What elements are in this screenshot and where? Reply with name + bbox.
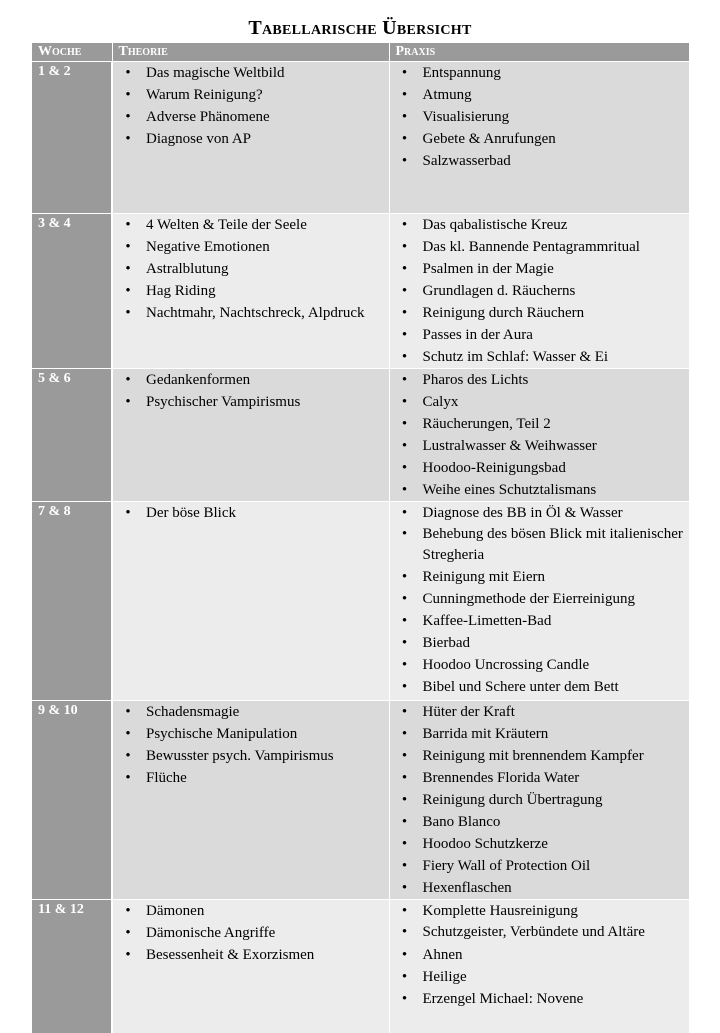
list-item xyxy=(113,258,389,280)
theory-item-text: Dämonen xyxy=(146,903,205,919)
praxis-item-text: Hoodoo Uncrossing Candle xyxy=(422,657,590,673)
bullet-icon: • xyxy=(401,305,408,321)
bullet-icon: • xyxy=(401,947,408,963)
column-header-praxis: Praxis xyxy=(389,43,689,62)
praxis-cell xyxy=(389,62,689,214)
theory-item-text: 4 Welten & Teile der Seele xyxy=(146,217,307,233)
theory-item-text: Hag Riding xyxy=(146,283,216,299)
table-row xyxy=(32,900,689,1033)
list-item xyxy=(390,62,690,84)
theory-list xyxy=(113,701,389,789)
praxis-item-text: Schutzgeister, Verbündete und Altäre xyxy=(422,924,645,940)
theory-item-text: Schadensmagie xyxy=(146,704,240,720)
theory-list xyxy=(113,62,389,150)
list-item xyxy=(390,106,690,128)
bullet-icon: • xyxy=(125,131,131,147)
list-item xyxy=(390,922,690,944)
bullet-icon: • xyxy=(401,327,408,343)
list-item xyxy=(113,944,389,966)
praxis-item-text: Entspannung xyxy=(422,65,501,81)
theory-item-text: Adverse Phänomene xyxy=(146,109,270,125)
bullet-icon: • xyxy=(401,153,408,169)
praxis-item-text: Hoodoo Schutzkerze xyxy=(422,836,548,852)
bullet-icon: • xyxy=(401,679,408,695)
list-item xyxy=(113,280,389,302)
praxis-item-text: Cunningmethode der Eierreinigung xyxy=(422,591,635,607)
theory-item-text: Psychische Manipulation xyxy=(146,726,298,742)
bullet-icon: • xyxy=(125,704,131,720)
list-item xyxy=(390,346,690,368)
list-item xyxy=(390,654,690,676)
bullet-icon: • xyxy=(401,814,408,830)
list-item xyxy=(390,369,690,391)
bullet-icon: • xyxy=(401,217,408,233)
praxis-item-text: Calyx xyxy=(422,394,459,410)
praxis-item-text: Weihe eines Schutztalismans xyxy=(422,482,597,498)
bullet-icon: • xyxy=(401,505,408,521)
column-header-theory: Theorie xyxy=(112,43,389,62)
theory-item-text: Psychischer Vampirismus xyxy=(146,394,301,410)
theory-item-text: Bewusster psych. Vampirismus xyxy=(146,748,334,764)
praxis-list xyxy=(390,502,690,698)
bullet-icon: • xyxy=(401,283,408,299)
bullet-icon: • xyxy=(125,726,131,742)
bullet-icon: • xyxy=(125,903,131,919)
bullet-icon: • xyxy=(401,903,408,919)
theory-list xyxy=(113,900,389,966)
bullet-icon: • xyxy=(401,482,408,498)
overview-table xyxy=(32,43,689,1033)
bullet-icon: • xyxy=(401,858,408,874)
bullet-icon: • xyxy=(401,239,408,255)
praxis-item-text: Heilige xyxy=(422,969,467,985)
list-item xyxy=(113,922,389,944)
table-row xyxy=(32,369,689,502)
list-item xyxy=(113,236,389,258)
bullet-icon: • xyxy=(401,704,408,720)
theory-item-text: Astralblutung xyxy=(146,261,229,277)
bullet-icon: • xyxy=(125,947,131,963)
theory-cell xyxy=(112,62,389,214)
bullet-icon: • xyxy=(125,217,131,233)
bullet-icon: • xyxy=(125,748,131,764)
list-item xyxy=(390,150,690,172)
theory-item-text: Der böse Blick xyxy=(146,505,236,521)
week-cell: 3 & 4 xyxy=(32,214,112,369)
praxis-item-text: Ahnen xyxy=(422,947,463,963)
bullet-icon: • xyxy=(401,349,408,365)
praxis-item-text: Lustralwasser & Weihwasser xyxy=(422,438,597,454)
praxis-item-text: Psalmen in der Magie xyxy=(422,261,554,277)
list-item xyxy=(113,369,389,391)
praxis-item-text: Erzengel Michael: Novene xyxy=(422,991,584,1007)
list-item xyxy=(390,588,690,610)
table-row xyxy=(32,214,689,369)
bullet-icon: • xyxy=(401,635,408,651)
list-item xyxy=(390,479,690,501)
praxis-list xyxy=(390,900,690,1010)
list-item xyxy=(390,84,690,106)
list-item xyxy=(113,767,389,789)
list-item xyxy=(113,84,389,106)
bullet-icon: • xyxy=(401,591,408,607)
bullet-icon: • xyxy=(125,109,131,125)
list-item xyxy=(390,966,690,988)
praxis-list xyxy=(390,214,690,368)
theory-item-text: Gedankenformen xyxy=(146,372,251,388)
bullet-icon: • xyxy=(401,969,408,985)
list-item xyxy=(390,214,690,236)
bullet-icon: • xyxy=(125,770,131,786)
bullet-icon: • xyxy=(401,569,408,585)
list-item xyxy=(390,457,690,479)
list-item xyxy=(390,258,690,280)
praxis-item-text: Reinigung durch Räuchern xyxy=(422,305,585,321)
praxis-item-text: Behebung des bösen Blick mit italienischer Stregheria xyxy=(422,526,683,563)
bullet-icon: • xyxy=(125,925,131,941)
list-item xyxy=(390,767,690,789)
bullet-icon: • xyxy=(401,460,408,476)
praxis-cell xyxy=(389,502,689,701)
praxis-list xyxy=(390,62,690,172)
list-item xyxy=(113,62,389,84)
praxis-item-text: Brennendes Florida Water xyxy=(422,770,580,786)
bullet-icon: • xyxy=(401,394,408,410)
list-item xyxy=(390,745,690,767)
list-item xyxy=(113,128,389,150)
praxis-item-text: Salzwasserbad xyxy=(422,153,511,169)
praxis-item-text: Das qabalistische Kreuz xyxy=(422,217,568,233)
list-item xyxy=(390,610,690,632)
praxis-item-text: Diagnose des BB in Öl & Wasser xyxy=(422,505,623,521)
list-item xyxy=(390,324,690,346)
theory-list xyxy=(113,214,389,324)
praxis-cell xyxy=(389,214,689,369)
praxis-item-text: Reinigung mit brennendem Kampfer xyxy=(422,748,644,764)
list-item xyxy=(113,745,389,767)
list-item xyxy=(390,723,690,745)
bullet-icon: • xyxy=(125,505,131,521)
list-item xyxy=(113,900,389,922)
bullet-icon: • xyxy=(401,792,408,808)
list-item xyxy=(390,900,690,922)
bullet-icon: • xyxy=(401,657,408,673)
bullet-icon: • xyxy=(125,372,131,388)
list-item xyxy=(113,391,389,413)
praxis-item-text: Grundlagen d. Räucherns xyxy=(422,283,576,299)
theory-item-text: Diagnose von AP xyxy=(146,131,251,147)
list-item xyxy=(390,833,690,855)
bullet-icon: • xyxy=(401,748,408,764)
praxis-item-text: Visualisierung xyxy=(422,109,510,125)
theory-item-text: Flüche xyxy=(146,770,187,786)
table-header-row xyxy=(32,43,689,62)
bullet-icon: • xyxy=(401,526,408,542)
list-item xyxy=(390,413,690,435)
list-item xyxy=(390,944,690,966)
praxis-item-text: Kaffee-Limetten-Bad xyxy=(422,613,552,629)
week-cell: 5 & 6 xyxy=(32,369,112,502)
praxis-list xyxy=(390,701,690,899)
list-item xyxy=(390,789,690,811)
praxis-item-text: Hüter der Kraft xyxy=(422,704,515,720)
praxis-item-text: Passes in der Aura xyxy=(422,327,533,343)
list-item xyxy=(113,214,389,236)
theory-item-text: Warum Reinigung? xyxy=(146,87,263,103)
theory-cell xyxy=(112,701,389,900)
list-item xyxy=(390,676,690,698)
table-row xyxy=(32,62,689,214)
list-item xyxy=(390,988,690,1010)
praxis-cell xyxy=(389,369,689,502)
praxis-item-text: Hoodoo-Reinigungsbad xyxy=(422,460,566,476)
bullet-icon: • xyxy=(401,87,408,103)
list-item xyxy=(390,524,690,566)
bullet-icon: • xyxy=(125,394,131,410)
table-body xyxy=(32,62,689,1033)
bullet-icon: • xyxy=(401,65,408,81)
list-item xyxy=(390,236,690,258)
list-item xyxy=(113,701,389,723)
week-cell: 9 & 10 xyxy=(32,701,112,900)
bullet-icon: • xyxy=(401,416,408,432)
bullet-icon: • xyxy=(125,305,131,321)
bullet-icon: • xyxy=(401,261,408,277)
bullet-icon: • xyxy=(401,109,408,125)
list-item xyxy=(113,723,389,745)
praxis-item-text: Pharos des Lichts xyxy=(422,372,529,388)
list-item xyxy=(113,106,389,128)
page-title: Tabellarische Übersicht xyxy=(248,17,472,39)
bullet-icon: • xyxy=(401,438,408,454)
list-item xyxy=(390,632,690,654)
bullet-icon: • xyxy=(401,372,408,388)
list-item xyxy=(390,280,690,302)
bullet-icon: • xyxy=(125,261,131,277)
list-item xyxy=(390,701,690,723)
bullet-icon: • xyxy=(401,131,408,147)
theory-list xyxy=(113,369,389,413)
praxis-cell xyxy=(389,701,689,900)
week-cell: 1 & 2 xyxy=(32,62,112,214)
list-item xyxy=(390,391,690,413)
table-row xyxy=(32,701,689,900)
theory-cell xyxy=(112,214,389,369)
praxis-item-text: Das kl. Bannende Pentagrammritual xyxy=(422,239,640,255)
praxis-list xyxy=(390,369,690,501)
bullet-icon: • xyxy=(125,283,131,299)
praxis-item-text: Hexenflaschen xyxy=(422,880,512,896)
praxis-item-text: Räucherungen, Teil 2 xyxy=(422,416,551,432)
praxis-item-text: Gebete & Anrufungen xyxy=(422,131,556,147)
bullet-icon: • xyxy=(401,880,408,896)
praxis-item-text: Reinigung mit Eiern xyxy=(422,569,545,585)
praxis-item-text: Bano Blanco xyxy=(422,814,501,830)
theory-item-text: Dämonische Angriffe xyxy=(146,925,276,941)
theory-cell xyxy=(112,900,389,1033)
bullet-icon: • xyxy=(401,726,408,742)
list-item xyxy=(390,302,690,324)
theory-cell xyxy=(112,369,389,502)
praxis-item-text: Atmung xyxy=(422,87,472,103)
list-item xyxy=(390,855,690,877)
list-item xyxy=(113,502,389,524)
theory-item-text: Das magische Weltbild xyxy=(146,65,285,81)
theory-item-text: Nachtmahr, Nachtschreck, Alpdruck xyxy=(146,305,365,321)
praxis-item-text: Bierbad xyxy=(422,635,470,651)
theory-list xyxy=(113,502,389,524)
theory-cell xyxy=(112,502,389,701)
bullet-icon: • xyxy=(125,65,131,81)
bullet-icon: • xyxy=(401,770,408,786)
column-header-week: Woche xyxy=(32,43,112,62)
theory-item-text: Besessenheit & Exorzismen xyxy=(146,947,315,963)
praxis-item-text: Fiery Wall of Protection Oil xyxy=(422,858,591,874)
bullet-icon: • xyxy=(401,991,408,1007)
bullet-icon: • xyxy=(125,239,131,255)
table-row xyxy=(32,502,689,701)
list-item xyxy=(390,811,690,833)
week-cell: 11 & 12 xyxy=(32,900,112,1033)
theory-item-text: Negative Emotionen xyxy=(146,239,270,255)
praxis-item-text: Schutz im Schlaf: Wasser & Ei xyxy=(422,349,609,365)
list-item xyxy=(390,566,690,588)
praxis-item-text: Komplette Hausreinigung xyxy=(422,903,578,919)
week-cell: 7 & 8 xyxy=(32,502,112,701)
praxis-item-text: Reinigung durch Übertragung xyxy=(422,792,603,808)
list-item xyxy=(390,502,690,524)
bullet-icon: • xyxy=(401,924,408,940)
list-item xyxy=(390,128,690,150)
praxis-item-text: Barrida mit Kräutern xyxy=(422,726,549,742)
bullet-icon: • xyxy=(401,613,408,629)
bullet-icon: • xyxy=(125,87,131,103)
list-item xyxy=(390,435,690,457)
list-item xyxy=(390,877,690,899)
bullet-icon: • xyxy=(401,836,408,852)
praxis-item-text: Bibel und Schere unter dem Bett xyxy=(422,679,619,695)
praxis-cell xyxy=(389,900,689,1033)
list-item xyxy=(113,302,389,324)
